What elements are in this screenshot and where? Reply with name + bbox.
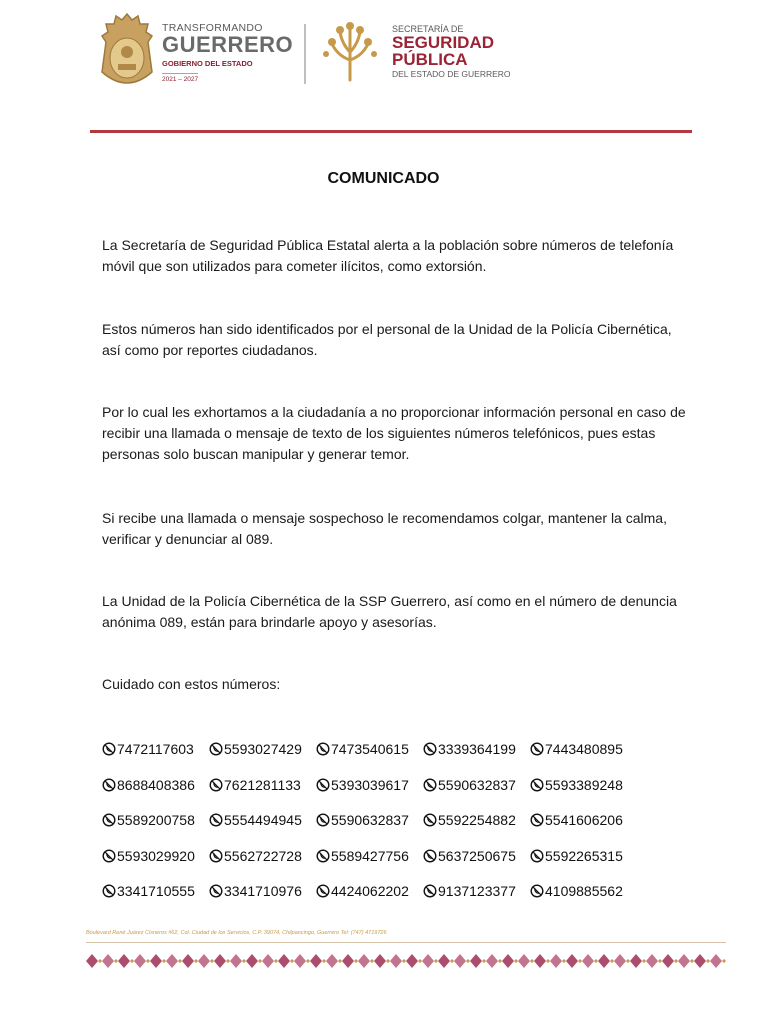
phone-number-text: 5637250675 bbox=[438, 847, 516, 864]
phone-number bbox=[209, 738, 316, 760]
phone-number-row bbox=[102, 880, 662, 902]
paragraph-exhortation: Por lo cual les exhortamos a la ciudadanía a no proporcionar información personal en caso de recibir una llamada o mensaje de texto de los siguientes números telefónicos, pues estas personas solo buscan manipular y generar temor. bbox=[102, 404, 686, 462]
ssp-wordmark bbox=[392, 24, 542, 79]
letterhead bbox=[0, 0, 767, 120]
blocked-phone-icon bbox=[316, 742, 331, 756]
gov-term: 2021 – 2027 bbox=[162, 73, 198, 83]
phone-number-row bbox=[102, 774, 662, 796]
footer-rule bbox=[86, 942, 726, 943]
phone-number-text: 4424062202 bbox=[331, 883, 409, 899]
blocked-phone-icon bbox=[316, 813, 331, 827]
phone-number-text: 3339364199 bbox=[438, 741, 516, 757]
phone-number bbox=[209, 880, 316, 902]
header-rule bbox=[90, 130, 692, 133]
phone-number-text: 7443480895 bbox=[545, 741, 623, 757]
phone-number-text: 5592254882 bbox=[438, 812, 516, 828]
phone-number-text: 9137123377 bbox=[438, 883, 516, 899]
blocked-phone-icon bbox=[530, 813, 545, 827]
phone-number bbox=[102, 845, 209, 867]
phone-number bbox=[102, 738, 209, 760]
phone-number bbox=[102, 809, 209, 831]
blocked-phone-icon bbox=[316, 849, 331, 863]
phone-number bbox=[316, 738, 423, 760]
blocked-phone-icon bbox=[102, 849, 117, 863]
phone-number-row bbox=[102, 809, 662, 831]
phone-number bbox=[423, 809, 530, 831]
header-divider bbox=[304, 24, 306, 84]
blocked-phone-icon bbox=[102, 778, 117, 792]
blocked-phone-icon bbox=[423, 884, 438, 898]
blocked-phone-icon bbox=[209, 778, 224, 792]
phone-number-list bbox=[102, 738, 662, 916]
blocked-phone-icon bbox=[209, 884, 224, 898]
blocked-phone-icon bbox=[102, 742, 117, 756]
phone-number bbox=[423, 845, 530, 867]
blocked-phone-icon bbox=[530, 778, 545, 792]
phone-number bbox=[102, 774, 209, 796]
blocked-phone-icon bbox=[209, 742, 224, 756]
phone-number bbox=[423, 880, 530, 902]
phone-number-text: 5589200758 bbox=[117, 812, 195, 828]
phone-number-text: 4109885562 bbox=[545, 883, 623, 899]
phone-number-row bbox=[102, 738, 662, 760]
phone-number bbox=[209, 845, 316, 867]
phone-number-text: 5589427756 bbox=[331, 847, 409, 864]
blocked-phone-icon bbox=[423, 742, 438, 756]
blocked-phone-icon bbox=[530, 849, 545, 863]
phone-number bbox=[316, 809, 423, 831]
gov-tagline: TRANSFORMANDO bbox=[162, 22, 263, 34]
phone-number-text: 5593027429 bbox=[224, 741, 302, 757]
phone-number bbox=[530, 880, 637, 902]
phone-number bbox=[209, 809, 316, 831]
blocked-phone-icon bbox=[530, 742, 545, 756]
paragraph-support: La Unidad de la Policía Cibernética de la SSP Guerrero, así como en el número de denuncia anónima 089, están para brindarle apoyo y asesorías. bbox=[102, 593, 677, 630]
phone-number-text: 5590632837 bbox=[438, 776, 516, 793]
phone-number bbox=[316, 880, 423, 902]
government-wordmark bbox=[162, 22, 297, 86]
phone-number-text: 5554494945 bbox=[224, 812, 302, 828]
paragraph-recommendation: Si recibe una llamada o mensaje sospechoso le recomendamos colgar, mantener la calma, verificar y denunciar al 089. bbox=[102, 510, 667, 547]
phone-number bbox=[530, 809, 637, 831]
blocked-phone-icon bbox=[423, 813, 438, 827]
ssp-line-3: PÚBLICA bbox=[392, 50, 468, 69]
gov-state-name: GUERRERO bbox=[162, 32, 294, 57]
ssp-line-2: SEGURIDAD bbox=[392, 33, 495, 52]
state-shield-icon bbox=[98, 12, 156, 90]
phone-number-text: 5393039617 bbox=[331, 776, 409, 793]
phone-number-text: 7621281133 bbox=[224, 776, 301, 793]
phone-number bbox=[530, 738, 637, 760]
blocked-phone-icon bbox=[209, 813, 224, 827]
phone-number-text: 5562722728 bbox=[224, 847, 302, 864]
phone-number bbox=[316, 774, 423, 796]
paragraph-identification: Estos números han sido identificados por el personal de la Unidad de la Policía Cibernética, así como por reportes ciudadanos. bbox=[102, 321, 672, 358]
decorative-border-pattern bbox=[84, 952, 729, 970]
phone-number-text: 7473540615 bbox=[331, 741, 409, 757]
blocked-phone-icon bbox=[316, 884, 331, 898]
phone-number-text: 3341710976 bbox=[224, 883, 302, 899]
blocked-phone-icon bbox=[423, 849, 438, 863]
phone-number-text: 8688408386 bbox=[117, 776, 195, 793]
blocked-phone-icon bbox=[423, 778, 438, 792]
ssp-line-4: DEL ESTADO DE GUERRERO bbox=[392, 69, 511, 79]
phone-number bbox=[530, 845, 637, 867]
phone-number bbox=[530, 774, 637, 796]
phone-number bbox=[423, 774, 530, 796]
phone-number-text: 5592265315 bbox=[545, 847, 623, 864]
blocked-phone-icon bbox=[316, 778, 331, 792]
paragraph-alert: La Secretaría de Seguridad Pública Estatal alerta a la población sobre números de telefonía móvil que son utilizados para cometer ilícitos, como extorsión. bbox=[102, 237, 674, 274]
blocked-phone-icon bbox=[102, 813, 117, 827]
phone-number-text: 5590632837 bbox=[331, 812, 409, 828]
phone-number bbox=[209, 774, 316, 796]
phone-number-text: 7472117603 bbox=[117, 741, 194, 757]
paragraph-warning: Cuidado con estos números: bbox=[102, 676, 281, 692]
ssp-line-1: SECRETARÍA DE bbox=[392, 24, 464, 34]
phone-number bbox=[423, 738, 530, 760]
blocked-phone-icon bbox=[530, 884, 545, 898]
phone-number bbox=[102, 880, 209, 902]
blocked-phone-icon bbox=[102, 884, 117, 898]
phone-number bbox=[316, 845, 423, 867]
phone-number-text: 3341710555 bbox=[117, 883, 195, 899]
blocked-phone-icon bbox=[209, 849, 224, 863]
phone-number-text: 5593029920 bbox=[117, 847, 195, 864]
document-title: COMUNICADO bbox=[327, 170, 440, 187]
phone-number-text: 5593389248 bbox=[545, 776, 623, 793]
gov-label: GOBIERNO DEL ESTADO bbox=[162, 59, 253, 68]
tree-emblem-icon bbox=[318, 20, 382, 84]
phone-number-row bbox=[102, 845, 662, 867]
footer-address: Boulevard René Juárez Cisneros #62, Col. Ciudad de los Servicios, C.P. 39074, Chilpancingo, Guerrero Tel: (747) 4719726 bbox=[86, 930, 387, 936]
phone-number-text: 5541606206 bbox=[545, 812, 623, 828]
